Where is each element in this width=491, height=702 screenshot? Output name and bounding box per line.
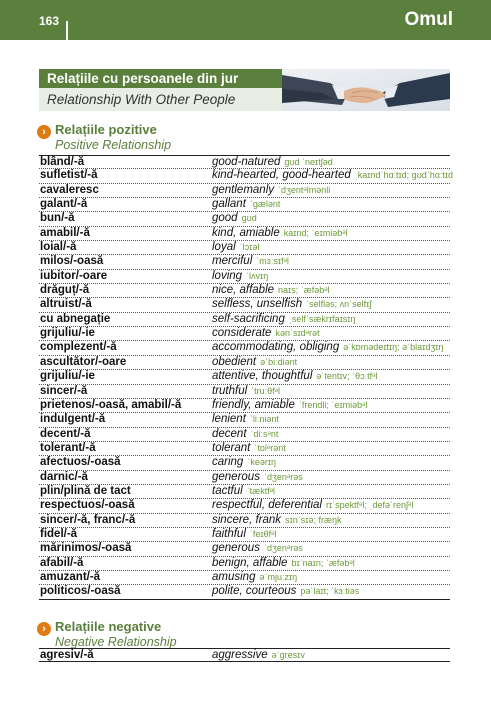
table-row: [39, 585, 450, 599]
english-term: attentive, thoughtful: [212, 370, 313, 383]
english-term: good-natured: [212, 156, 281, 168]
romanian-term: ascultător/-oare: [40, 355, 127, 368]
table-row: [39, 298, 450, 312]
english-translation: [212, 413, 279, 426]
romanian-term: amuzant/-ă: [40, 570, 101, 583]
english-term: kind, amiable: [212, 226, 280, 239]
vocab-table-negative: [39, 648, 450, 662]
table-row: [39, 341, 450, 355]
table-row: [39, 327, 450, 341]
page-number-divider: [66, 21, 68, 41]
english-term: truthful: [212, 384, 248, 397]
english-term: generous: [212, 470, 260, 483]
pronunciation: əˈtentɪv; ˈθɔːtfᵊl: [316, 371, 378, 382]
english-translation: [212, 442, 286, 455]
english-translation: [212, 313, 355, 326]
english-translation: [212, 571, 297, 584]
table-row: [39, 542, 450, 556]
banner-title: Relațiile cu persoanele din jur: [39, 69, 282, 88]
english-translation: [212, 385, 280, 398]
romanian-term: grijuliu/-ie: [40, 370, 95, 383]
romanian-term: complezent/-ă: [40, 341, 117, 354]
english-term: tolerant: [212, 441, 251, 454]
english-translation: [212, 241, 259, 254]
romanian-term: sincer/-ă: [40, 384, 88, 397]
english-translation: [212, 428, 278, 441]
english-translation: [212, 184, 330, 197]
english-translation: [212, 156, 333, 169]
romanian-term: grijuliu/-ie: [40, 327, 95, 340]
english-term: merciful: [212, 255, 253, 268]
topic-banner: [39, 69, 450, 111]
pronunciation: rɪˈspektfᵊl; ˌdefəˈrenʃᵊl: [325, 500, 414, 511]
english-term: benign, affable: [212, 556, 288, 569]
english-term: accommodating, obliging: [212, 341, 340, 354]
table-row: [39, 456, 450, 470]
page-number: 163: [39, 14, 60, 28]
romanian-term: drăguț/-ă: [40, 284, 90, 297]
banner-subtitle: Relationship With Other People: [47, 92, 236, 107]
romanian-term: loial/-ă: [40, 241, 77, 254]
table-row: [39, 514, 450, 528]
table-row: [39, 442, 450, 456]
english-term: faithful: [212, 527, 246, 540]
english-term: loyal: [212, 241, 236, 254]
romanian-term: sincer/-ă, franc/-ă: [40, 513, 136, 526]
pronunciation: ˈselfləs; ʌnˈselfɪʃ: [306, 299, 372, 310]
table-row: [39, 313, 450, 327]
pronunciation: ˈfeɪθfᵊl: [249, 528, 277, 539]
table-row: [39, 485, 450, 499]
pronunciation: naɪs; ˈæfəbᵊl: [278, 285, 330, 296]
english-term: good: [212, 212, 238, 225]
romanian-term: indulgent/-ă: [40, 413, 106, 426]
pronunciation: ˈdʒentᵊlmənli: [278, 184, 331, 195]
chevron-right-icon: ›: [37, 622, 51, 636]
romanian-term: altruist/-ă: [40, 298, 92, 311]
chapter-title: Omul: [404, 9, 453, 30]
english-term: amusing: [212, 570, 256, 583]
pronunciation: ˌselfˈsækrɪfaɪsɪŋ: [288, 313, 356, 324]
romanian-term: bun/-ă: [40, 212, 75, 225]
english-translation: [212, 399, 367, 412]
english-term: gallant: [212, 198, 246, 211]
table-row: [39, 528, 450, 542]
table-row: [39, 184, 450, 198]
romanian-term: tolerant/-ă: [40, 441, 96, 454]
english-term: considerate: [212, 327, 272, 340]
pronunciation: ˌkaɪndˈhɑːtɪd; ɡʊdˈhɑːtɪd: [354, 170, 454, 181]
pronunciation: kaɪnd; ˈeɪmiəbᵊl: [283, 227, 348, 238]
romanian-term: prietenos/-oasă, amabil/-ă: [40, 398, 182, 411]
romanian-term: politicos/-oasă: [40, 585, 121, 598]
english-term: self-sacrificing: [212, 312, 285, 325]
english-translation: [212, 542, 303, 555]
table-row: [39, 399, 450, 413]
english-translation: [212, 198, 280, 211]
table-row: [39, 227, 450, 241]
romanian-term: respectuos/-oasă: [40, 499, 135, 512]
table-row: [39, 155, 450, 169]
english-term: generous: [212, 542, 260, 555]
pronunciation: ˈlɔɪəl: [239, 242, 260, 253]
romanian-term: decent/-ă: [40, 427, 91, 440]
romanian-term: milos/-oasă: [40, 255, 104, 268]
pronunciation: ˈtruːθfᵊl: [251, 385, 281, 396]
english-translation: [212, 327, 320, 340]
english-translation: [212, 557, 355, 570]
english-translation: [212, 356, 297, 369]
pronunciation: ˈkeərɪŋ: [247, 457, 277, 468]
romanian-term: iubitor/-oare: [40, 269, 108, 282]
english-term: aggressive: [212, 649, 268, 661]
pronunciation: ˈdʒenᵊrəs: [263, 471, 303, 482]
table-row: [39, 413, 450, 427]
table-row: [39, 648, 450, 662]
pronunciation: ˈdiːsᵊnt: [250, 428, 279, 439]
english-term: kind-hearted, good-hearted: [212, 169, 351, 182]
table-row: [39, 212, 450, 226]
table-row: [39, 557, 450, 571]
romanian-term: blând/-ă: [40, 156, 85, 168]
table-row: [39, 471, 450, 485]
english-translation: [212, 485, 275, 498]
english-term: gentlemanly: [212, 183, 275, 196]
romanian-term: amabil/-ă: [40, 226, 90, 239]
english-translation: [212, 514, 341, 527]
romanian-term: plin/plină de tact: [40, 484, 131, 497]
english-translation: [212, 270, 268, 283]
romanian-term: sufletist/-ă: [40, 169, 98, 182]
english-translation: [212, 341, 444, 354]
romanian-term: galant/-ă: [40, 198, 88, 211]
table-row: [39, 270, 450, 284]
romanian-term: fidel/-ă: [40, 527, 78, 540]
table-row: [39, 499, 450, 513]
handshake-image: [282, 69, 450, 111]
pronunciation: ˈmɜːsɪfᵊl: [256, 256, 289, 267]
chevron-right-icon: ›: [37, 125, 51, 139]
english-term: caring: [212, 456, 244, 469]
english-translation: [212, 227, 348, 240]
vocab-table-positive: [39, 155, 454, 600]
english-translation: [212, 298, 371, 311]
table-row: [39, 428, 450, 442]
english-term: loving: [212, 269, 243, 282]
pronunciation: bɪˈnaɪn; ˈæfəbᵊl: [291, 557, 355, 568]
table-row: [39, 356, 450, 370]
english-translation: [212, 255, 289, 268]
table-row: [39, 370, 450, 384]
english-term: respectful, deferential: [212, 499, 322, 512]
english-translation: [212, 370, 377, 383]
romanian-term: afabil/-ă: [40, 556, 84, 569]
pronunciation: ˈdʒenᵊrəs: [263, 543, 303, 554]
english-term: selfless, unselfish: [212, 298, 303, 311]
pronunciation: kənˈsɪdᵊrət: [275, 328, 320, 339]
table-row: [39, 571, 450, 585]
pronunciation: sɪnˈsɪə; fræŋk: [285, 514, 342, 525]
romanian-term: darnic/-ă: [40, 470, 88, 483]
english-translation: [212, 585, 359, 598]
english-term: tactful: [212, 484, 243, 497]
pronunciation: əˈmjuːzɪŋ: [259, 571, 298, 582]
english-translation: [212, 169, 453, 182]
table-row: [39, 284, 450, 298]
table-row: [39, 198, 450, 212]
english-translation: [212, 471, 303, 484]
pronunciation: əˈbiːdiənt: [260, 356, 298, 367]
english-term: obedient: [212, 355, 257, 368]
english-term: friendly, amiable: [212, 398, 295, 411]
pronunciation: ˈliːniənt: [249, 414, 279, 425]
table-row: [39, 241, 450, 255]
english-translation: [212, 456, 276, 469]
english-term: nice, affable: [212, 284, 275, 297]
romanian-term: afectuos/-oasă: [40, 456, 121, 469]
section-title-en: Positive Relationship: [55, 138, 172, 152]
pronunciation: pəˈlaɪt; ˈkɜːtiəs: [300, 586, 360, 597]
pronunciation: ˈɡælənt: [249, 199, 281, 210]
english-term: polite, courteous: [212, 585, 297, 598]
english-translation: [212, 499, 413, 512]
section-title-ro: Relațiile negative: [55, 619, 162, 634]
pronunciation: əˈɡresɪv: [271, 650, 305, 660]
english-term: sincere, frank: [212, 513, 282, 526]
romanian-term: mărinimos/-oasă: [40, 542, 132, 555]
romanian-term: cavaleresc: [40, 183, 99, 196]
table-row: [39, 169, 454, 183]
table-row: [39, 385, 450, 399]
english-term: lenient: [212, 413, 246, 426]
section-title-en: Negative Relationship: [55, 635, 177, 649]
english-translation: [212, 212, 257, 225]
english-translation: [212, 528, 276, 541]
romanian-term: cu abnegație: [40, 312, 111, 325]
english-translation: [212, 649, 305, 662]
section-title-ro: Relațiile pozitive: [55, 122, 157, 137]
pronunciation: ˈtɒlᵊrənt: [254, 442, 286, 453]
english-term: decent: [212, 427, 247, 440]
table-row: [39, 255, 450, 269]
pronunciation: ɡʊd: [241, 213, 257, 224]
top-bar: [0, 0, 491, 40]
romanian-term: agresiv/-ă: [40, 649, 94, 661]
english-translation: [212, 284, 330, 297]
pronunciation: ɡʊd ˈneɪtʃəd: [284, 157, 333, 167]
pronunciation: ˈtæktfᵊl: [246, 485, 276, 496]
pronunciation: ˈlʌvɪŋ: [246, 270, 269, 281]
pronunciation: əˈkɒmədeɪtɪŋ; əˈblaɪdʒɪŋ: [343, 342, 444, 353]
pronunciation: ˈfrendli; ˈeɪmiəbᵊl: [298, 399, 368, 410]
